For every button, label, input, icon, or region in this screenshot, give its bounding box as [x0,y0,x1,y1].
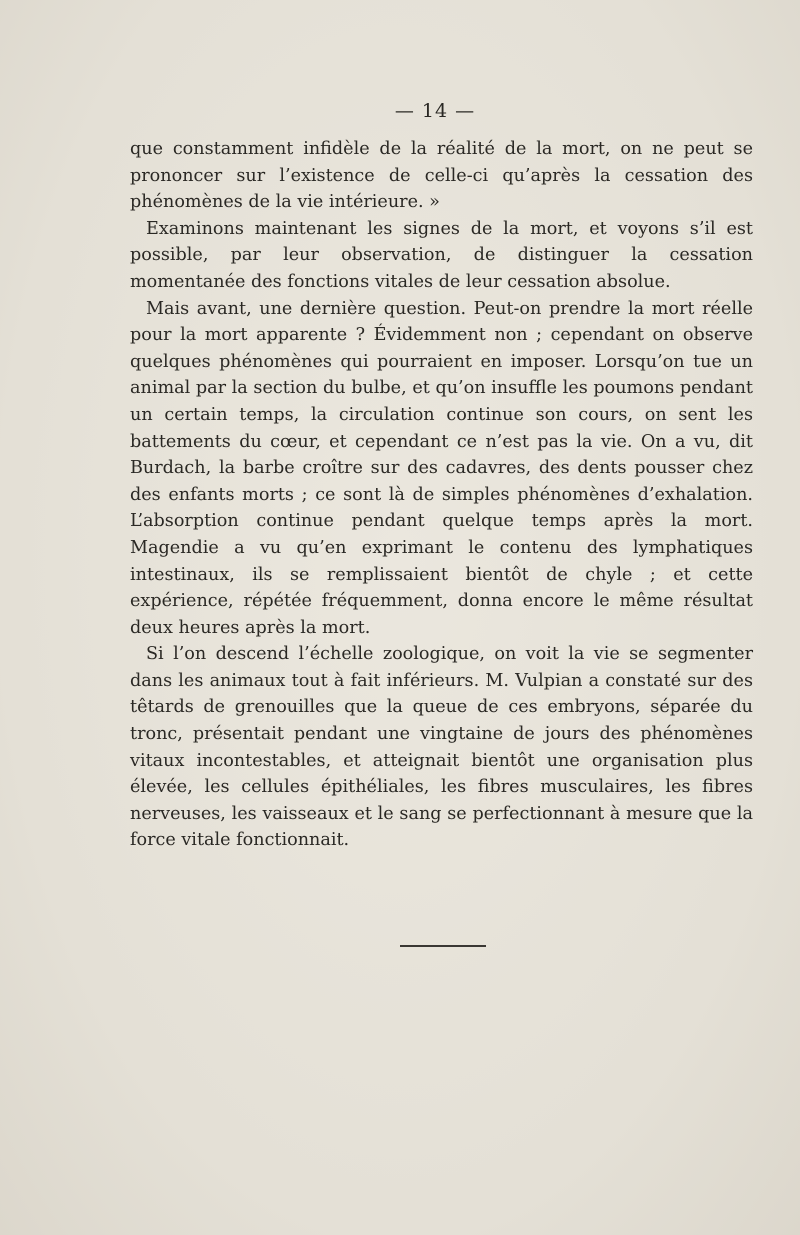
paragraph-zoological-scale: Si l’on descend l’échelle zoologique, on voit la vie se segmenter dans les animaux tout à fait inférieurs. M. Vulpian a constaté sur des têtards de grenouilles que la queue de ces embryons, séparée du tronc, présentait pendant une vingtaine de jours des phénomènes vitaux incontestables, et atteignait bientôt une organisation plus élevée, les cellules épithéliales, les fibres musculaires, les fibres nerveuses, les vaisseaux et le sang se perfectionnant à mesure que la force vitale fonctionnait. [130,644,753,851]
paragraph-signs-of-death: Examinons maintenant les signes de la mort, et voyons s’il est possible, par leur observation, de distinguer la cessation momentanée des fonctions vitales de leur cessation absolue. [130,218,753,292]
paragraph-apparent-death: Mais avant, une dernière question. Peut-on prendre la mort réelle pour la mort apparente ? Évidemment non ; cependant on observe quelques phénomènes qui pourraient en imposer. Lorsqu’on tue un animal par la section du bulbe, et qu’on insuffle les poumons pendant un certain temps, la circulation continue son cours, on sent les battements du cœur, et cependant ce n’est pas la vie. On a vu, dit Burdach, la barbe croître sur des cadavres, des dents pousser chez des enfants morts ; ce sont là de simples phénomènes d’exhalation. L’absorption continue pendant quelque temps après la mort. Magendie a vu qu’en exprimant le contenu des lymphatiques intestinaux, ils se remplissaient bientôt de chyle ; et cette expérience, répétée fréquemment, donna encore le même résultat deux heures après la mort. [130,298,753,638]
page-number: — 14 — [394,100,476,122]
paragraph-continuation: que constamment infidèle de la réalité de la mort, on ne peut se prononcer sur l’existence de celle-ci qu’après la cessation des phénomènes de la vie intérieure. » [130,139,753,213]
body-text [130,136,753,854]
section-divider [400,945,486,947]
